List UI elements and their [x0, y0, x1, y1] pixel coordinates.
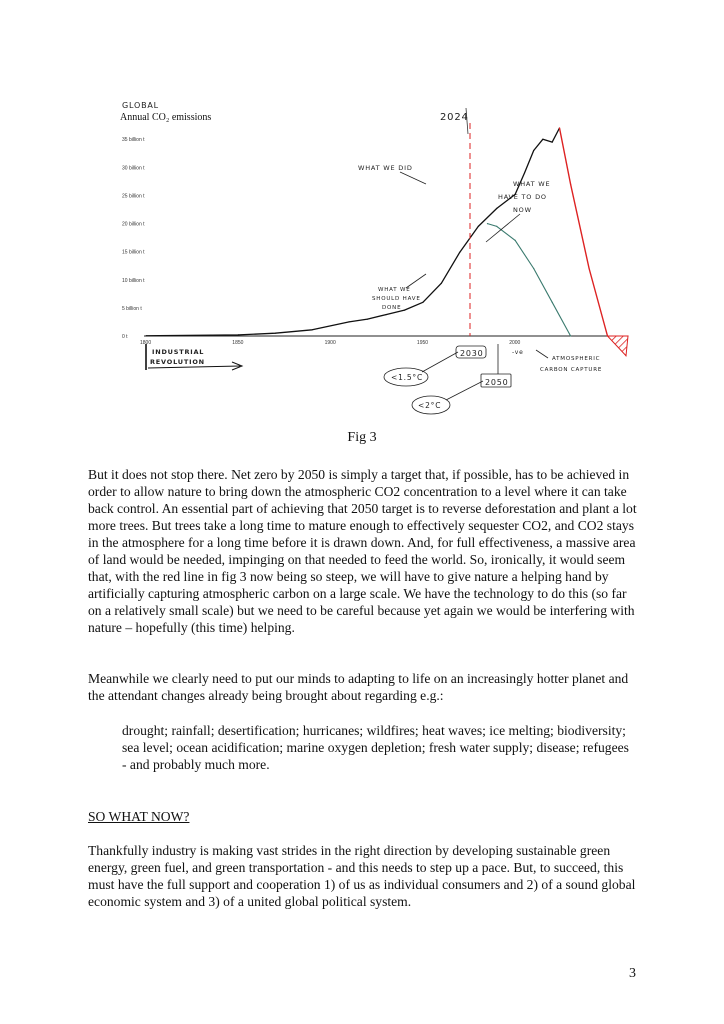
annotation-should-have-3: DONE — [382, 305, 402, 311]
series-what-we-did-point — [145, 335, 146, 336]
annotation-what-we-did: WHAT WE DID — [358, 164, 413, 172]
annotation-industrial-2: REVOLUTION — [150, 358, 205, 366]
series-what-we-did-point — [524, 172, 525, 173]
annotation-capture-1: ATMOSPHERIC — [552, 356, 601, 362]
series-what-we-did-point — [238, 334, 239, 335]
series-should-have-done-point — [570, 335, 571, 336]
annotation-should-have-2: SHOULD HAVE — [372, 296, 421, 302]
y-tick-label: 35 billion t — [122, 137, 145, 144]
series-what-we-did-point — [367, 319, 368, 320]
series-what-we-did — [146, 128, 560, 336]
arrow-have-to-do — [486, 214, 520, 242]
climate-impacts-list: drought; rainfall; desertification; hurricanes; wildfires; heat waves; ice melting; biodiversity; sea level; ocean acidification; marine oxygen depletion; fresh water supply; disease; refugees - and probably much more. — [122, 723, 629, 772]
arrow-what-we-did — [400, 172, 426, 184]
series-have-to-do-now-point — [559, 127, 560, 128]
x-tick-label: 2000 — [509, 340, 521, 346]
annotation-capture-2: CARBON CAPTURE — [540, 367, 603, 373]
series-carbon-capture-point — [627, 335, 628, 336]
series-should-have-done-point — [515, 240, 516, 241]
y-tick-label: 30 billion t — [122, 165, 145, 172]
series-what-we-did-point — [459, 252, 460, 253]
paragraph-net-zero: But it does not stop there. Net zero by 2050 is simply a target that, if possible, has to be achieved in order to allow nature to bring down the atmospheric CO2 concentration to a level where it can take back control. An essential part of achieving that 2050 target is to reverse deforestation and plant a lot more trees. But trees take a long time to mature enough to effectively sequester CO2, and CO2 stays in the atmosphere for a long time before it is drawn down. And, for full effectiveness, a massive area of land would be needed, impinging on that needed to feed the world. So, ironically, it would seem that, with the red line in fig 3 now being so steep, we will have to give nature a helping hand by artificially capturing atmospheric carbon on a large scale. We have the technology to do this (so far on a relatively small scale) but we need to be careful because yet again we would be interfering with nature – hopefully (this time) helping. — [88, 467, 637, 635]
paragraph-industry: Thankfully industry is making vast strides in the right direction by developing sustainable green energy, green fuel, and green transportation - and this needs to step up a pace. But, to succeed, this must have the full support and cooperation 1) of us as individual consumers and 2) of a sound global economic system and 3) of a united global political system. — [88, 843, 636, 909]
y-tick-label: 10 billion t — [122, 277, 145, 284]
y-tick-label: 0 t — [122, 334, 128, 340]
y-tick-label: 5 billion t — [122, 305, 142, 312]
paragraph-adapting: Meanwhile we clearly need to put our minds to adapting to life on an increasingly hotter planet and the attendant changes already being brought about regarding e.g.: — [88, 671, 629, 703]
section-heading: SO WHAT NOW? — [88, 809, 190, 824]
series-carbon-capture-area — [608, 336, 629, 356]
annotation-have-to-do-3: NOW — [513, 206, 532, 214]
series-what-we-did-point — [404, 310, 405, 311]
annotation-2050: 2050 — [485, 378, 509, 387]
annotation-industrial-1: INDUSTRIAL — [152, 348, 205, 356]
series-carbon-capture-point — [625, 355, 626, 356]
series-should-have-done-point — [533, 268, 534, 269]
arrow-1-5c — [422, 352, 458, 372]
x-tick-label: 1950 — [416, 340, 429, 346]
arrow-2c — [446, 381, 483, 400]
figure-co2-emissions — [100, 88, 640, 428]
annotation-have-to-do-1: WHAT WE — [513, 180, 551, 188]
x-tick-label: 1900 — [324, 340, 336, 346]
series-what-we-did-point — [496, 208, 497, 209]
y-tick-label: 20 billion t — [122, 221, 145, 228]
annotation-1-5c: <1.5°C — [391, 373, 423, 382]
series-carbon-capture-point — [607, 335, 608, 336]
x-tick-label: 1800 — [140, 340, 152, 346]
series-have-to-do-now-point — [589, 268, 590, 269]
series-what-we-did-point — [552, 142, 553, 143]
series-should-have-done-point — [496, 226, 497, 227]
series-what-we-did-point — [312, 329, 313, 330]
chart-title: Annual CO₂ emissions — [120, 112, 212, 123]
figure-caption: Fig 3 — [347, 430, 377, 445]
axis-ticks — [122, 137, 521, 346]
series-should-have-done-point — [487, 223, 488, 224]
series-should-have-done — [488, 224, 571, 336]
annotation-2024: 2024 — [440, 112, 469, 123]
series-should-have-done-point — [552, 302, 553, 303]
annotation-have-to-do-2: HAVE TO DO — [498, 193, 547, 201]
y-tick-label: 25 billion t — [122, 193, 145, 200]
co2-chart — [100, 88, 640, 428]
annotation-negative: -ve — [512, 349, 524, 356]
series-what-we-did-point — [478, 226, 479, 227]
series-what-we-did-point — [275, 333, 276, 334]
series-what-we-did-point — [441, 283, 442, 284]
series-have-to-do-now-point — [570, 184, 571, 185]
series-layer — [145, 127, 628, 356]
y-tick-label: 15 billion t — [122, 249, 145, 256]
annotation-should-have-1: WHAT WE — [378, 287, 411, 293]
page-number: 3 — [629, 966, 636, 981]
global-label: GLOBAL — [122, 101, 159, 110]
arrow-should-have — [406, 274, 426, 288]
annotation-2030: 2030 — [460, 349, 484, 358]
arrow-industrial — [148, 366, 240, 368]
series-what-we-did-point — [385, 314, 386, 315]
series-what-we-did-point — [533, 150, 534, 151]
series-have-to-do-now — [560, 128, 608, 336]
series-what-we-did-point — [542, 139, 543, 140]
arrow-capture — [536, 350, 548, 358]
annotation-2c: <2°C — [418, 401, 442, 410]
series-what-we-did-point — [349, 321, 350, 322]
series-what-we-did-point — [422, 302, 423, 303]
x-tick-label: 1850 — [232, 340, 244, 346]
